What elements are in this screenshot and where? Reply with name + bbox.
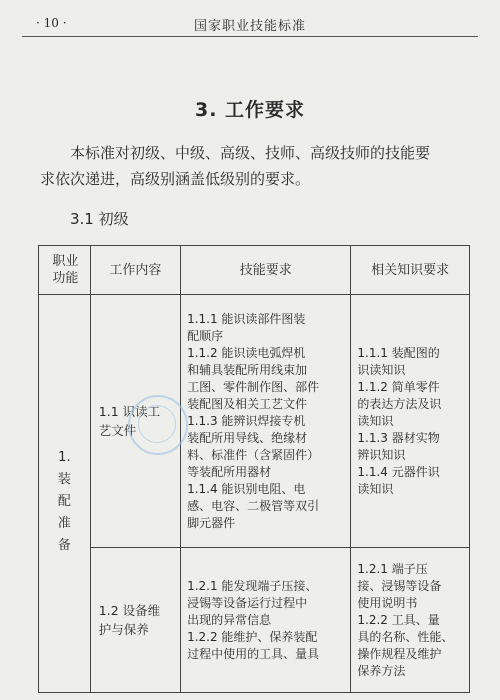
running-title: 国家职业技能标准	[193, 19, 306, 34]
header-rule	[22, 36, 478, 37]
requirements-table	[38, 245, 470, 693]
intro-line-1: 本标准对初级、中级、高级、技师、高级技师的技能要	[70, 144, 431, 162]
column-header-knowledge: 相关知识要求	[351, 246, 470, 295]
intro-paragraph	[40, 140, 470, 192]
table-header-row	[39, 246, 470, 295]
knowledge-cell: 1.1.1 装配图的 识读知识 1.1.2 简单零件 的表达方法及识 读知识 1.1.3 器材实物 辨识知识 1.1.4 元器件识 读知识	[351, 295, 470, 548]
skills-cell: 1.2.1 能发现端子压接、 浸锡等设备运行过程中 出现的异常信息 1.2.2 能维护、保养装配 过程中使用的工具、量具	[181, 548, 351, 693]
work-content-cell: 1.1 识读工 艺文件	[90, 295, 180, 548]
skills-cell: 1.1.1 能识读部件图装 配顺序 1.1.2 能识读电弧焊机 和辅具装配所用线束加 工图、零件制作图、部件 装配图及相关工艺文件 1.1.3 能辨识焊接专机 装配所用导线、绝缘材 料、标准件（含紧固件） 等装配所用器材 1.1.4 能识别电阻、电 感、电容、二极管等双引 脚元器件	[181, 295, 351, 548]
function-cell: 1. 装 配 准 备	[39, 295, 91, 693]
page-header	[22, 14, 478, 36]
column-header-skills: 技能要求	[181, 246, 351, 295]
subsection-title: 3.1 初级	[70, 210, 129, 228]
section-title: 3. 工作要求	[194, 99, 306, 121]
column-header-content: 工作内容	[90, 246, 180, 295]
table-row	[39, 295, 470, 548]
watermark-stamp	[128, 395, 188, 455]
knowledge-cell: 1.2.1 端子压 接、浸锡等设备 使用说明书 1.2.2 工具、量 具的名称、性能、 操作规程及维护 保养方法	[351, 548, 470, 693]
intro-line-2: 求依次递进，高级别涵盖低级别的要求。	[40, 170, 311, 188]
table-row	[39, 548, 470, 693]
page-number: · 10 ·	[36, 16, 67, 30]
work-content-cell: 1.2 设备维 护与保养	[90, 548, 180, 693]
column-header-function: 职业 功能	[39, 246, 91, 295]
